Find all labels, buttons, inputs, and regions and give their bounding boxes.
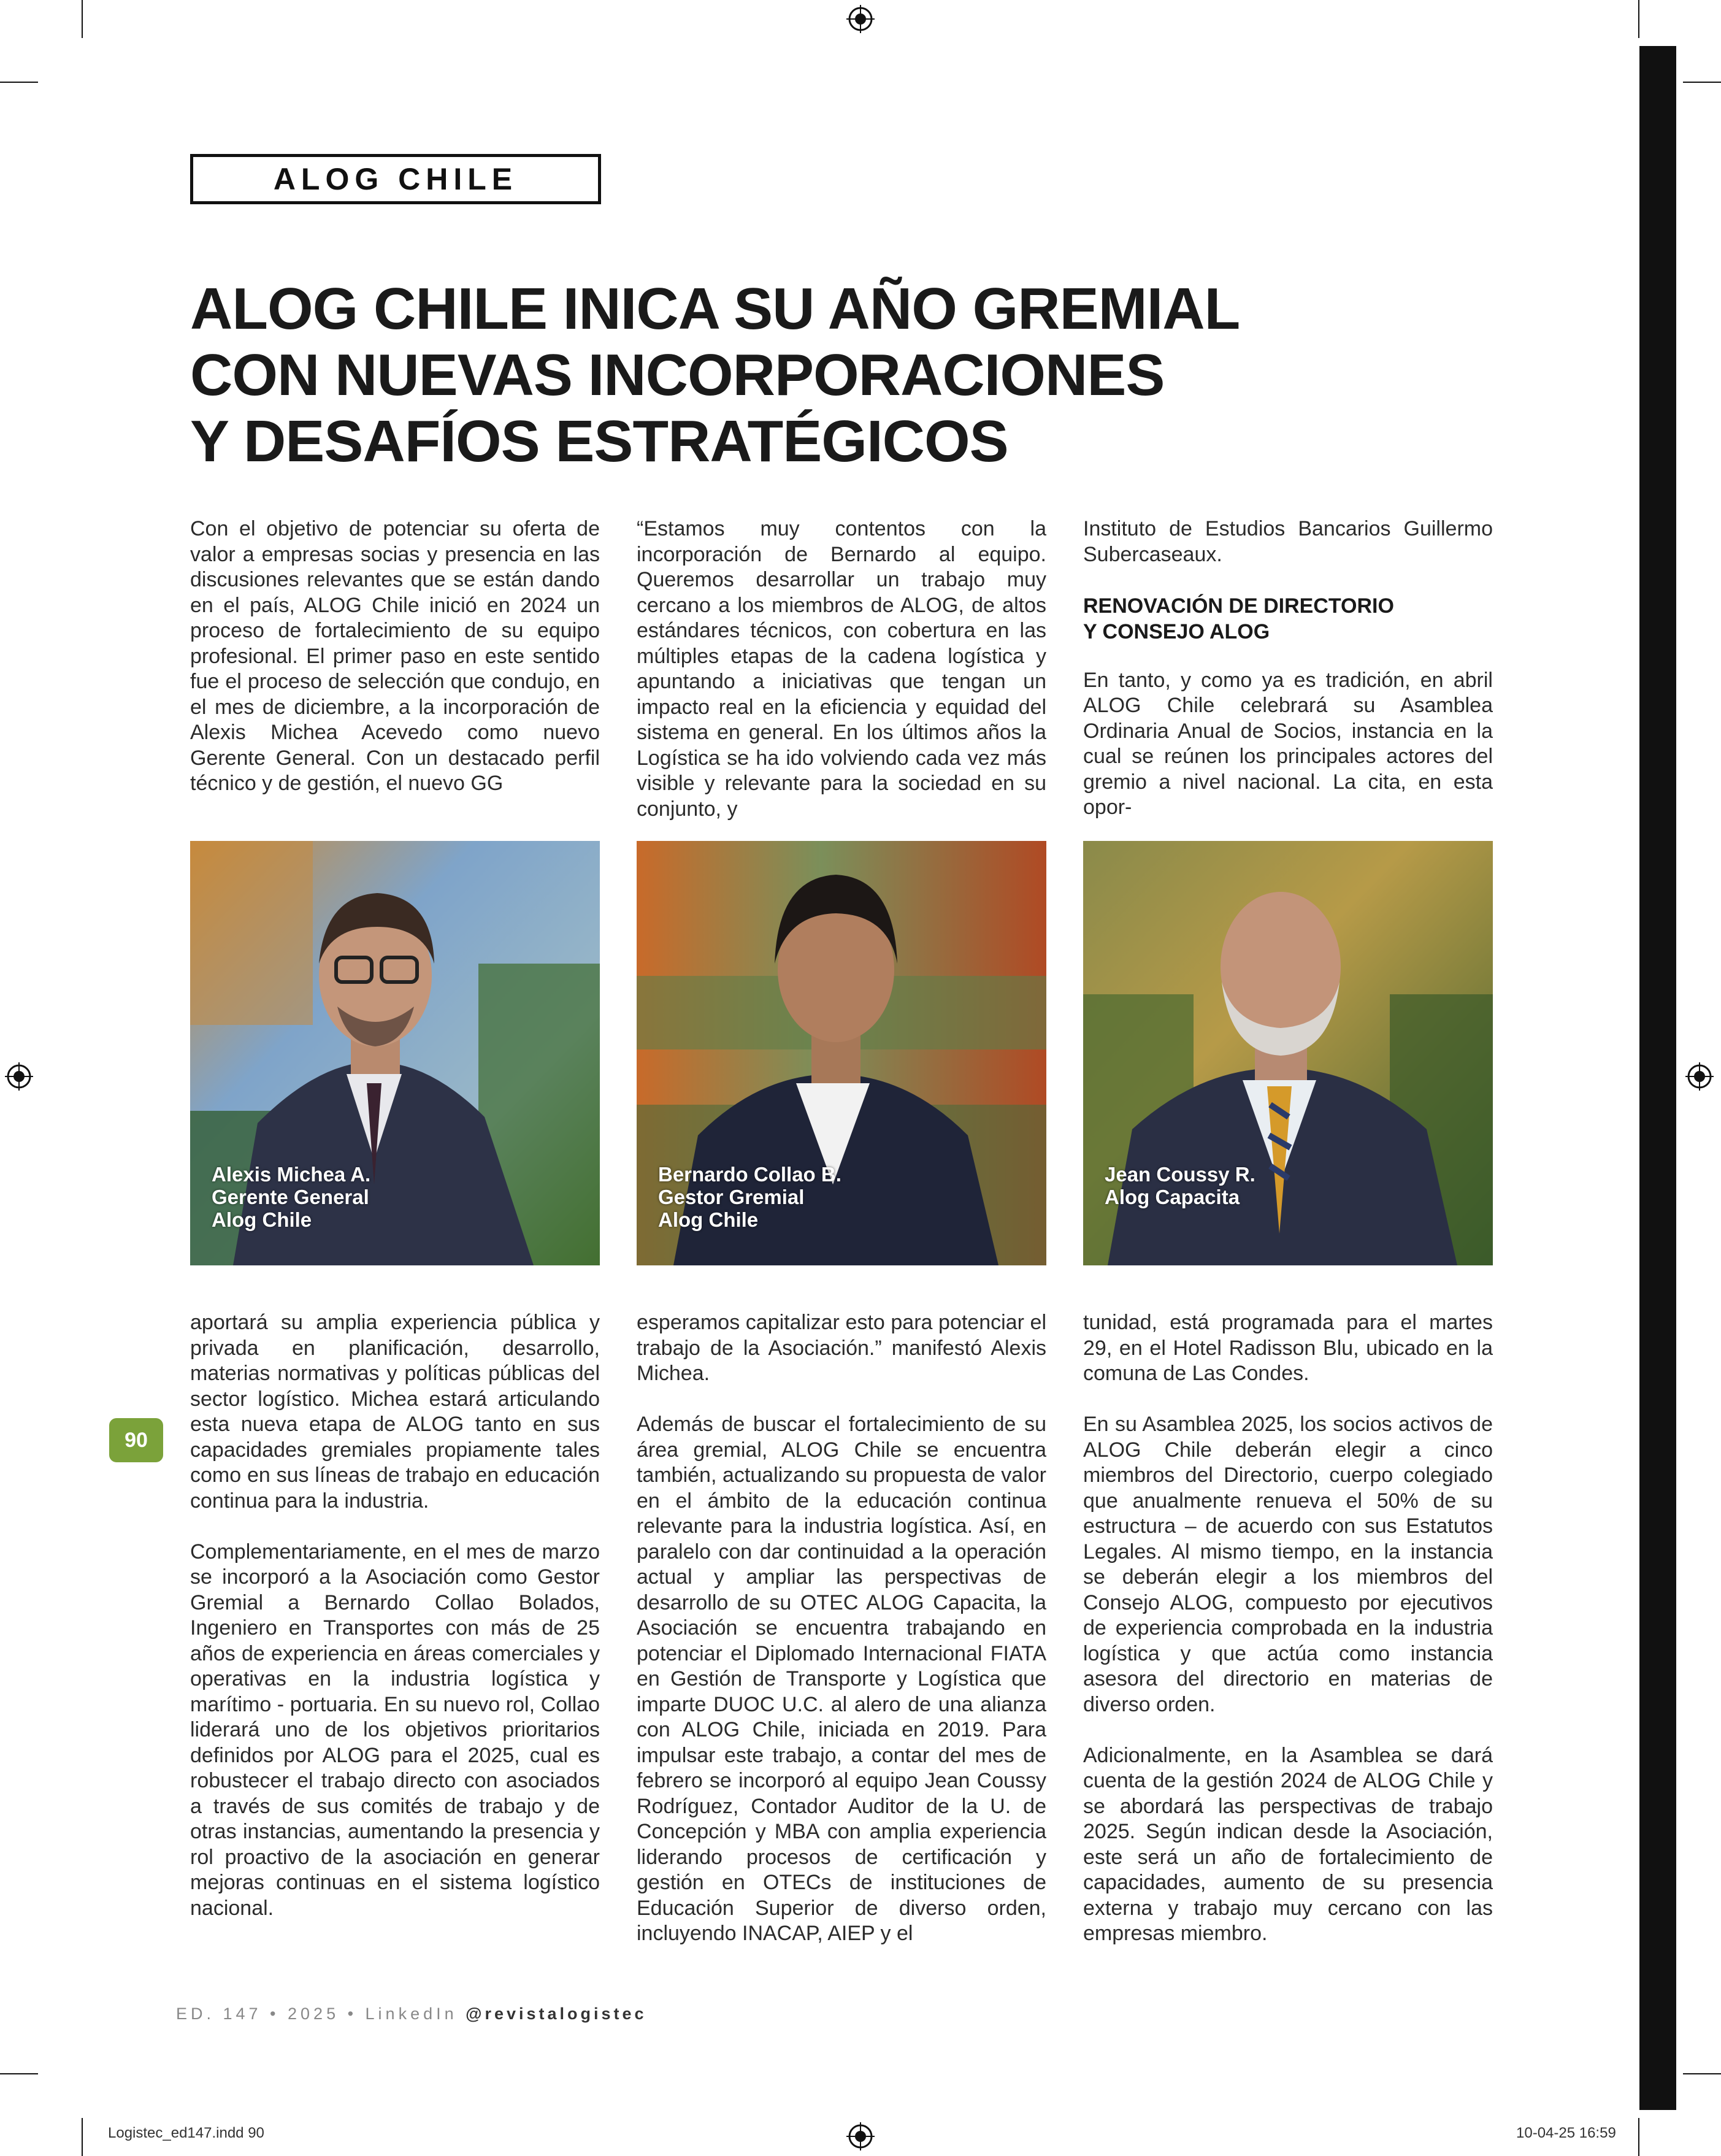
portrait-photo [190,841,600,1265]
crop-mark [0,82,38,83]
subheading-line: Y CONSEJO ALOG [1083,620,1270,643]
caption-role: Gestor Gremial [658,1186,805,1208]
crop-mark [0,2073,38,2074]
page-title [190,276,1355,475]
crop-mark [1638,2118,1639,2156]
footer-text: ED. 147 • 2025 • LinkedIn [176,2004,466,2023]
footer [176,2004,647,2024]
caption-org: Alog Chile [212,1208,312,1231]
caption-role: Alog Capacita [1105,1186,1240,1208]
article-paragraph: Con el objetivo de potenciar su oferta de valor a empresas socias y presencia en las discusiones relevantes que se están dando en el país, ALOG Chile inició en 2024 un proceso de fortalecimiento de su equipo profesional. El primer paso en este sentido fue el proceso de selección que condujo, en el mes de diciembre, a la incorporación de Alexis Michea Acevedo como nuevo Gerente General. Con un destacado perfil técnico y de gestión, el nuevo GG [190,517,600,795]
article-paragraph: aportará su amplia experiencia pública y privada en planificación, desarrollo, materias normativas y políticas públicas del sector logístico. Michea estará articulando esta nueva etapa de ALOG tanto en sus capacidades gremiales propiamente tales como en sus líneas de trabajo en educación continua para la industria. [190,1311,600,1513]
article-paragraph: En tanto, y como ya es tradición, en abril ALOG Chile celebrará su Asamblea Ordinaria Anual de Socios, instancia en la cual se reúnen los principales actores del gremio a nivel nacional. La cita, en esta opor- [1083,668,1493,819]
subheading-line: RENOVACIÓN DE DIRECTORIO [1083,594,1394,618]
section-label-text: ALOG CHILE [273,162,518,196]
page-title-line: ALOG CHILE INICA SU AÑO GREMIAL [190,276,1240,342]
article-paragraph: “Estamos muy contentos con la incorporación de Bernardo al equipo. Queremos desarrollar un trabajo muy cercano a los miembros de ALOG, de altos estándares técnicos, con cobertura en las múltiples etapas de la cadena logística y apuntando a iniciativas que tengan un impacto real en la eficiencia y equidad del sistema en general. En los últimos años la Logística se ha ido volviendo cada vez más visible y relevante para la sociedad en su conjunto, y [637,517,1046,821]
article-paragraph: Instituto de Estudios Bancarios Guillermo Subercaseaux. [1083,517,1493,566]
registration-mark-icon [1685,1062,1714,1091]
crop-mark [82,0,83,38]
registration-mark-icon [846,2122,875,2150]
portrait-photo [1083,841,1493,1265]
crop-mark [1683,2073,1721,2074]
registration-mark-icon [846,5,875,33]
article-column [637,516,1046,822]
page-title-line: CON NUEVAS INCORPORACIONES [190,342,1165,408]
subheading [1083,593,1493,645]
article-column [1083,1310,1493,1947]
crop-mark [1638,0,1639,38]
article-paragraph: esperamos capitalizar esto para potenciar el trabajo de la Asociación.” manifestó Alexis Michea. [637,1311,1046,1385]
article-column [637,1310,1046,1947]
article-paragraph: Adicionalmente, en la Asamblea se dará cuenta de la gestión 2024 de ALOG Chile y se abordará las perspectivas de trabajo 2025. Según indican desde la Asociación, este será un año de fortalecimiento de capacidades, aumento de su presencia externa y trabajo muy cercano con las empresas miembro. [1083,1743,1493,1945]
section-label [190,154,601,204]
registration-mark-icon [5,1062,33,1091]
page-number-badge [109,1418,163,1462]
crop-mark [1683,82,1721,83]
photo-caption [1105,1163,1255,1208]
crop-mark [82,2118,83,2156]
caption-name: Bernardo Collao B. [658,1163,841,1186]
article-paragraph: Complementariamente, en el mes de marzo se incorporó a la Asociación como Gestor Gremial a Bernardo Collao Bolados, Ingeniero en Transportes con más de 25 años de experiencia en áreas comerciales y operativas en la industria logística y marítimo - portuaria. En su nuevo rol, Collao liderará uno de los objetivos prioritarios definidos por ALOG para el 2025, cual es robustecer el trabajo directo con asociados a través de sus comités de trabajo y de otras instancias, aumentando la presencia y rol proactivo de la asociación en generar mejoras continuas en el sistema logístico nacional. [190,1540,600,1920]
article-column [1083,516,1493,821]
print-slug-file: Logistec_ed147.indd 90 [108,2125,264,2141]
page-edge-bar [1639,46,1676,2110]
caption-name: Alexis Michea A. [212,1163,371,1186]
portrait-photo [637,841,1046,1265]
print-slug-date: 10-04-25 16:59 [1516,2125,1616,2141]
article-paragraph: En su Asamblea 2025, los socios activos de ALOG Chile deberán elegir a cinco miembros del Directorio, cuerpo colegiado que anualmente renueva el 50% de su estructura – de acuerdo con sus Estatutos Legales. Al mismo tiempo, en la instancia se deberán elegir a los miembros del Consejo ALOG, compuesto por ejecutivos de experiencia comprobada en la industria logística y que actúa como instancia asesora del directorio en materias de diverso orden. [1083,1413,1493,1716]
photo-caption [658,1163,841,1231]
caption-org: Alog Chile [658,1208,759,1231]
page-number: 90 [125,1428,148,1452]
article-paragraph: tunidad, está programada para el martes 29, en el Hotel Radisson Blu, ubicado en la comuna de Las Condes. [1083,1311,1493,1385]
footer-handle: @revistalogistec [466,2004,647,2023]
article-column [190,516,600,797]
article-paragraph: Además de buscar el fortalecimiento de su área gremial, ALOG Chile se encuentra también, actualizando su propuesta de valor en el ámbito de la educación continua relevante para la industria logística. Así, en paralelo con dar continuidad a la operación actual y ampliar las perspectivas de desarrollo de su OTEC ALOG Capacita, la Asociación se encuentra trabajando en potenciar el Diplomado Internacional FIATA en Gestión de Transporte y Logística que imparte DUOC U.C. al alero de una alianza con ALOG Chile, iniciada en 2019. Para impulsar este trabajo, a contar del mes de febrero se incorporó al equipo Jean Coussy Rodríguez, Contador Auditor de la U. de Concepción y MBA con amplia experiencia liderando procesos de certificación y gestión en OTECs de instituciones de Educación Superior de diverso orden, incluyendo INACAP, AIEP y el [637,1413,1046,1945]
page-title-line: Y DESAFÍOS ESTRATÉGICOS [190,409,1008,474]
article-column [190,1310,600,1921]
caption-name: Jean Coussy R. [1105,1163,1255,1186]
photo-caption [212,1163,370,1231]
caption-role: Gerente General [212,1186,369,1208]
